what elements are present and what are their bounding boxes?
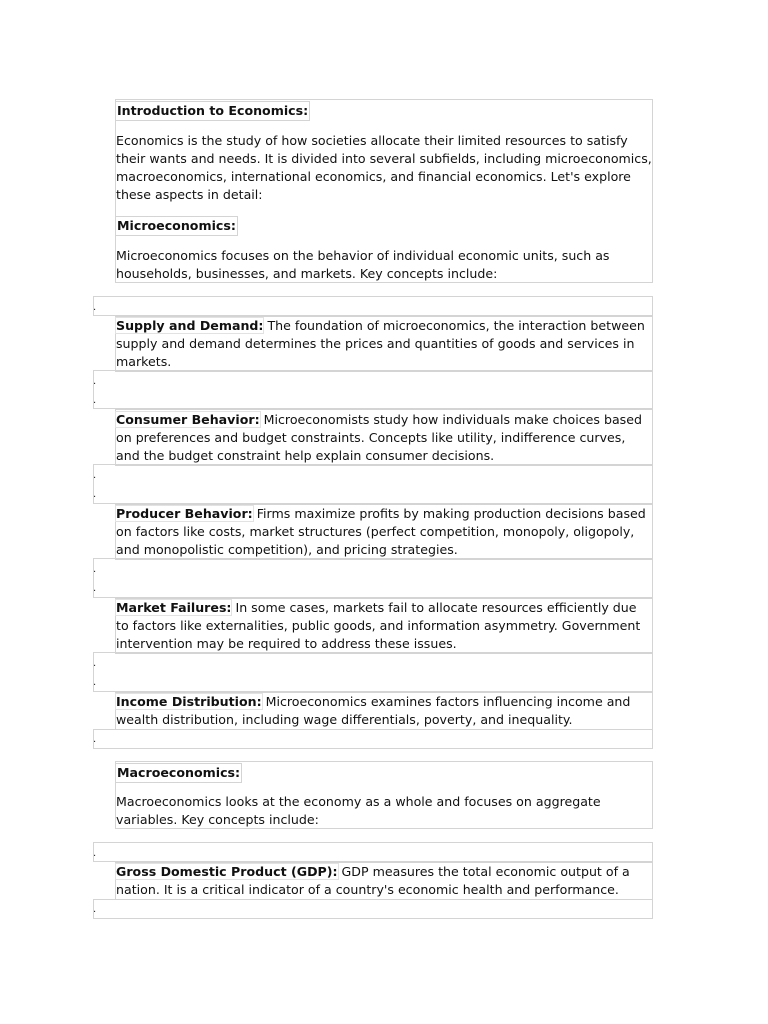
list-item-supply-demand [116, 317, 652, 371]
item-text: Firms maximize profits by making production decisions based on factors like costs, market structures (perfect competition, monopoly, oligopoly, and monopolistic competition), and pricing strategies. [116, 506, 646, 557]
list-marker: . [93, 470, 97, 481]
separator-row [93, 899, 653, 919]
item-term: Supply and Demand: [116, 318, 264, 333]
list-item-income-distribution [116, 693, 652, 729]
intro-heading: Introduction to Economics: [115, 101, 310, 121]
item-text: GDP measures the total economic output of a nation. It is a critical indicator of a country's economic health and performance. [116, 864, 630, 897]
item-term: Gross Domestic Product (GDP): [116, 864, 338, 879]
list-item-gdp [116, 863, 652, 899]
list-marker: . [93, 848, 97, 859]
separator-row [93, 370, 653, 409]
list-marker: . [93, 302, 97, 313]
list-marker: . [93, 904, 97, 915]
item-term: Market Failures: [116, 600, 232, 615]
item-term: Consumer Behavior: [116, 412, 260, 427]
list-item-market-failures [116, 599, 652, 653]
item-term: Income Distribution: [116, 694, 262, 709]
list-item-producer-behavior [116, 505, 652, 559]
separator-row [93, 652, 653, 692]
macro-paragraph: Macroeconomics looks at the economy as a whole and focuses on aggregate variables. Key concepts include: [116, 794, 601, 827]
list-marker: . [93, 734, 97, 745]
macro-heading: Macroeconomics: [115, 763, 242, 783]
separator-row [93, 558, 653, 598]
micro-paragraph: Microeconomics focuses on the behavior of individual economic units, such as households, businesses, and markets. Key concepts include: [116, 248, 610, 281]
list-marker: . [93, 395, 97, 406]
intro-paragraph: Economics is the study of how societies allocate their limited resources to satisfy their wants and needs. It is divided into several subfields, including microeconomics, macroeconomics, international economics, and financial economics. Let's explore these aspects in detail: [116, 133, 652, 202]
list-item-consumer-behavior [116, 411, 652, 465]
list-marker: . [93, 658, 97, 669]
item-text: Microeconomics examines factors influencing income and wealth distribution, including wage differentials, poverty, and inequality. [116, 694, 631, 727]
micro-heading: Microeconomics: [115, 216, 238, 236]
item-text: In some cases, markets fail to allocate resources efficiently due to factors like externalities, public goods, and information asymmetry. Government intervention may be required to address these issues. [116, 600, 641, 651]
list-marker: . [93, 677, 97, 688]
separator-row [93, 464, 653, 504]
item-text: The foundation of microeconomics, the interaction between supply and demand determines the prices and quantities of goods and services in markets. [116, 318, 645, 369]
list-marker: . [93, 583, 97, 594]
separator-row [93, 729, 653, 749]
list-marker: . [93, 376, 97, 387]
item-term: Producer Behavior: [116, 506, 253, 521]
list-marker: . [93, 564, 97, 575]
list-marker: . [93, 489, 97, 500]
item-text: Microeconomists study how individuals make choices based on preferences and budget constraints. Concepts like utility, indifference curves, and the budget constraint help explain consumer decisions. [116, 412, 642, 463]
separator-row [93, 296, 653, 316]
separator-row [93, 842, 653, 862]
